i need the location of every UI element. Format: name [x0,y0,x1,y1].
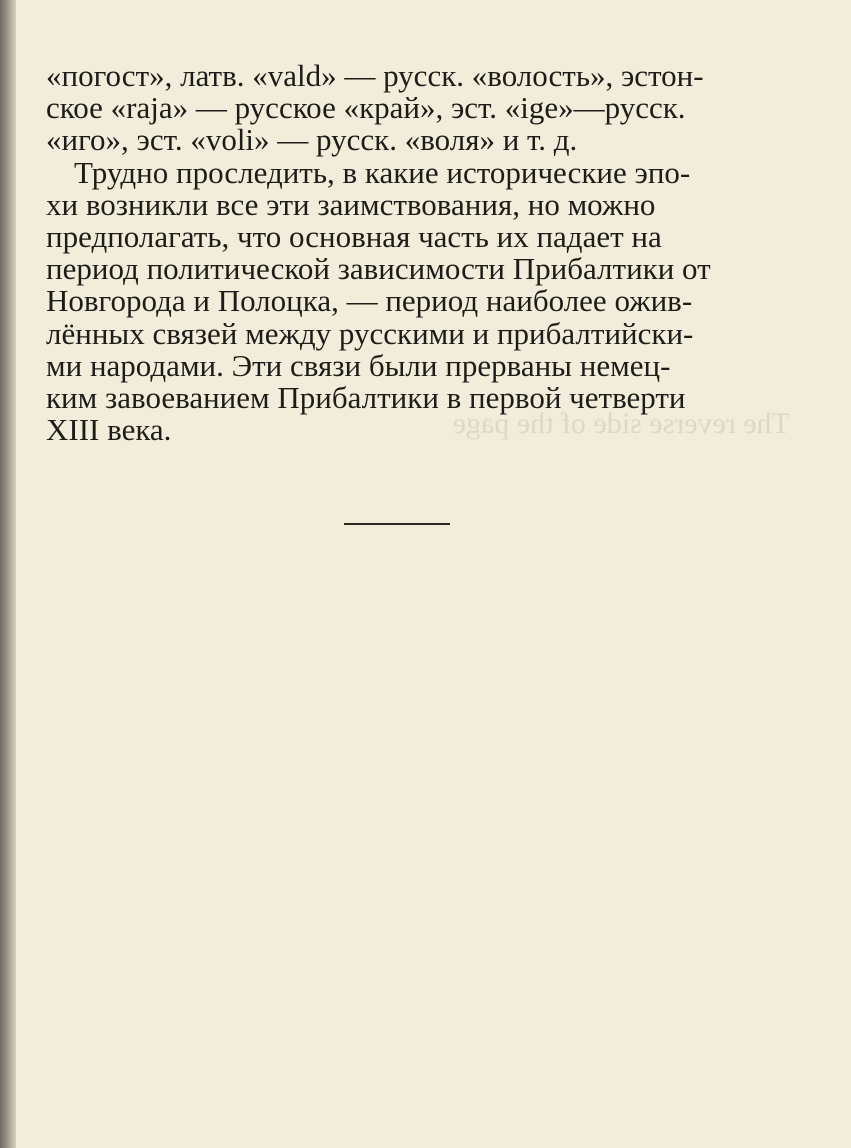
text-line: лённых связей между русскими и прибалтийски- [46,315,694,351]
page-body-text [46,60,778,446]
text-line: «погост», латв. «vald» — русск. «волость», эстон- [46,58,704,93]
paragraph-continuation [46,60,778,157]
paragraph [46,154,778,448]
text-line: предполагать, что основная часть их падает на [46,219,662,255]
text-line: ми народами. Эти связи были прерваны немец- [46,347,671,383]
page-binding-shadow [0,0,16,1148]
text-line: XIII века. [46,412,172,448]
text-line: период политической зависимости Прибалтики от [46,251,711,287]
text-line: Новгорода и Полоцка, — период наиболее ожив- [46,283,693,319]
section-divider-rule [344,523,450,525]
text-line: ким завоеванием Прибалтики в первой четверти [46,380,686,416]
text-line: ское «raja» — русское «край», эст. «ige»—русск. [46,90,686,126]
text-line: хи возникли все эти заимствования, но можно [46,186,656,222]
show-through-text: The reverse side of the page [452,407,790,440]
text-line: «иго», эст. «voli» — русск. «воля» и т. д. [46,122,578,158]
text-line: Трудно проследить, в какие исторические эпо- [74,154,691,190]
